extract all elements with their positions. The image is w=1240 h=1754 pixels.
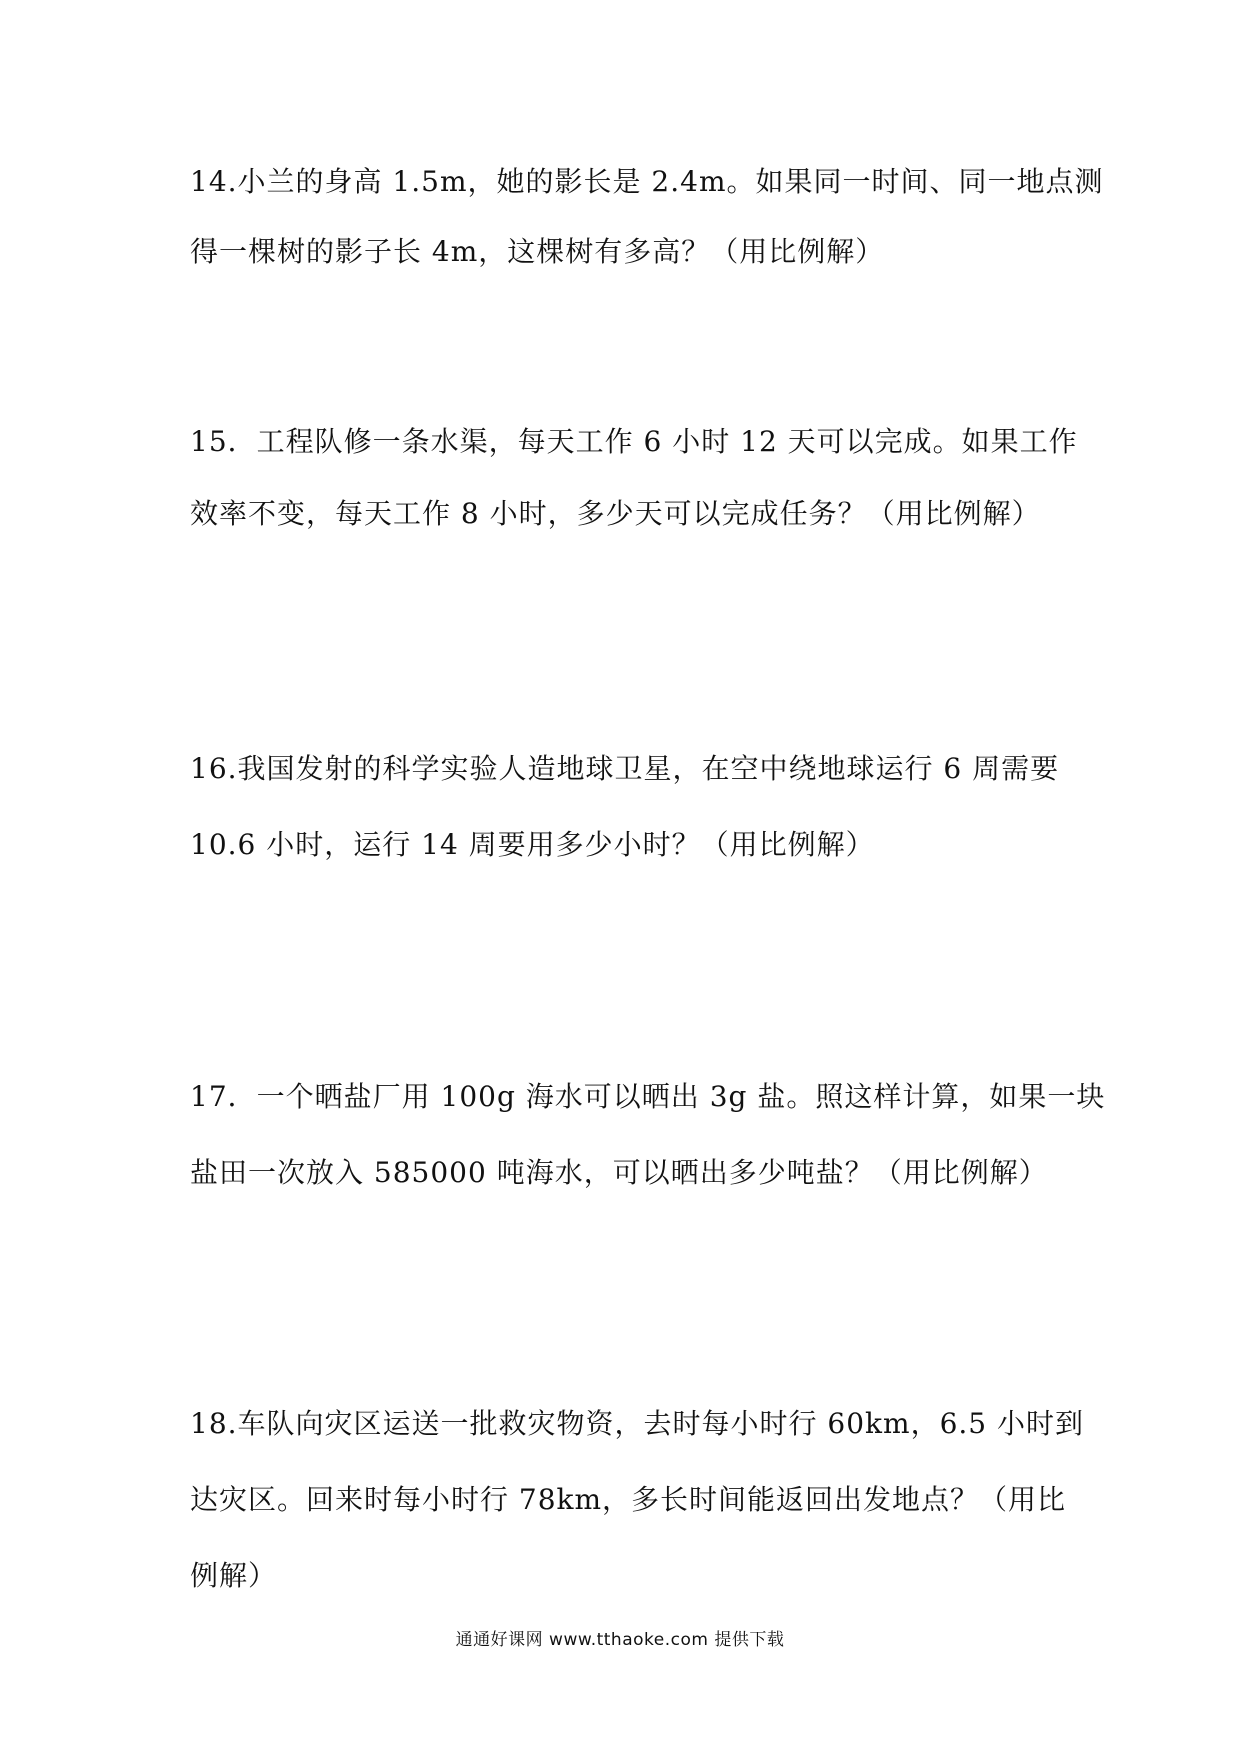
problem-18-line-1: 18.车队向灾区运送一批救灾物资，去时每小时行 60km，6.5 小时到 bbox=[190, 1407, 1085, 1440]
problem-16 bbox=[190, 752, 1060, 862]
problem-15-line-2: 效率不变，每天工作 8 小时，多少天可以完成任务？（用比例解） bbox=[190, 497, 1041, 530]
problem-14 bbox=[190, 165, 1104, 269]
page-footer: 通通好课网 www.tthaoke.com 提供下载 bbox=[455, 1630, 785, 1650]
problem-17 bbox=[190, 1080, 1106, 1190]
problem-18-line-3: 例解） bbox=[190, 1559, 278, 1592]
problem-16-line-1: 16.我国发射的科学实验人造地球卫星，在空中绕地球运行 6 周需要 bbox=[190, 752, 1060, 785]
problem-17-line-2: 盐田一次放入 585000 吨海水，可以晒出多少吨盐？（用比例解） bbox=[190, 1156, 1048, 1189]
problem-17-line-1: 17．一个晒盐厂用 100g 海水可以晒出 3g 盐。照这样计算，如果一块 bbox=[190, 1080, 1106, 1113]
problem-16-line-2: 10.6 小时，运行 14 周要用多少小时？（用比例解） bbox=[190, 828, 875, 861]
problem-18 bbox=[190, 1407, 1085, 1593]
problem-15-line-1: 15．工程队修一条水渠，每天工作 6 小时 12 天可以完成。如果工作 bbox=[190, 425, 1078, 458]
problem-14-line-1: 14.小兰的身高 1.5m，她的影长是 2.4m。如果同一时间、同一地点测 bbox=[190, 165, 1104, 198]
problem-14-line-2: 得一棵树的影子长 4m，这棵树有多高？（用比例解） bbox=[190, 235, 885, 268]
problem-18-line-2: 达灾区。回来时每小时行 78km，多长时间能返回出发地点？（用比 bbox=[190, 1483, 1067, 1516]
problem-15 bbox=[190, 425, 1078, 531]
